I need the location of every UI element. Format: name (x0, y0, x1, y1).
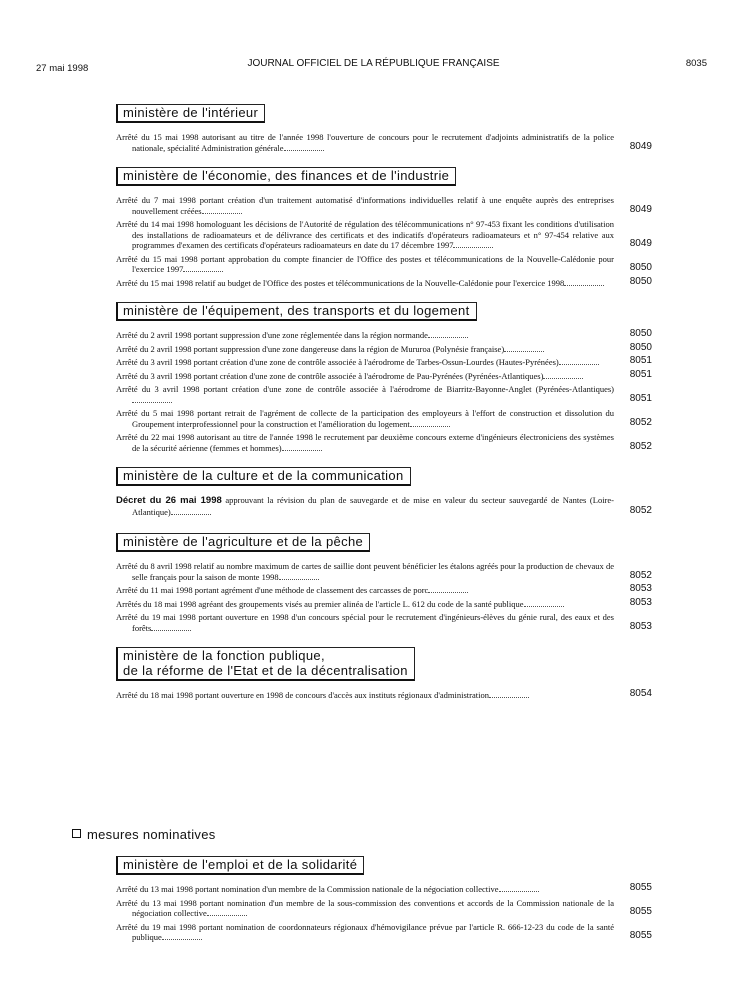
entry-body: Arrêté du 22 mai 1998 autorisant au titre de l'année 1998 le recrutement par deuxième concours externe d'ingénieurs électroniciens des systèmes de la sécurité aérienne (femmes et hommes) (116, 432, 614, 453)
header-journal-title: JOURNAL OFFICIEL DE LA RÉPUBLIQUE FRANÇAISE (247, 58, 500, 69)
entry-body: Arrêté du 19 mai 1998 portant nomination de coordonnateurs régionaux d'hémovigilance prévue par l'article R. 666-12-23 du code de la santé publique (116, 921, 614, 942)
entry-body: Arrêté du 2 avril 1998 portant suppression d'une zone dangereuse dans la région de Mururoa (Polynésie française) (116, 343, 505, 354)
entry-text (116, 278, 614, 289)
entry-body: Arrêté du 2 avril 1998 portant suppression d'une zone réglementée dans la région normande (116, 330, 428, 340)
entry-text (116, 898, 614, 919)
ministry-section (116, 856, 652, 943)
checkbox-square-icon (72, 829, 81, 838)
entry-page-number: 8053 (629, 620, 652, 632)
leader-dots (453, 247, 493, 248)
ministry-heading: ministère de l'économie, des finances et de l'industrie (116, 167, 456, 186)
leader-dots (504, 351, 544, 352)
summary-entry (116, 195, 652, 216)
entry-text (116, 922, 614, 943)
entry-body: Arrêté du 13 mai 1998 portant nomination d'un membre de la Commission nationale de la négociation collective (116, 884, 499, 894)
ministry-heading-line: ministère de la fonction publique, (123, 648, 325, 663)
leader-dots (202, 213, 242, 214)
summary-entry (116, 254, 652, 275)
leader-dots (564, 285, 604, 286)
entry-body: Arrêté du 15 mai 1998 autorisant au titre de l'année 1998 l'ouverture de concours pour le recrutement d'adjoints administratifs de la police nationale, spécialité Administration générale (116, 132, 614, 153)
leader-dots (543, 378, 583, 379)
entry-text (116, 357, 614, 368)
entry-body: Arrêté du 8 avril 1998 relatif au nombre maximum de cartes de saillie dont peuvent bénéficier les étalons agréés pour la production de chevaux de selle français pour la saison de monte 1998 (116, 561, 614, 582)
ministry-heading: ministère de l'intérieur (116, 104, 265, 123)
entry-page-number: 8051 (629, 368, 652, 380)
entry-page-number: 8053 (629, 583, 652, 594)
ministry-heading-line: de la réforme de l'Etat et de la décentralisation (123, 663, 408, 678)
entry-body: Arrêté du 15 mai 1998 portant approbation du compte financier de l'Office des postes et télécommunications de la Nouvelle-Calédonie pour l'exercice 1997 (116, 253, 614, 274)
leader-dots (207, 915, 247, 916)
leader-dots (559, 364, 599, 365)
entry-body: Arrêté du 13 mai 1998 portant nomination d'un membre de la sous-commission des conventions et accords de la Commission nationale de la négociation collective (116, 897, 614, 918)
entry-text (116, 254, 614, 275)
summary-entry (116, 368, 652, 382)
summary-entry (116, 275, 652, 289)
summary-entry (116, 357, 652, 368)
entry-body: Arrêté du 3 avril 1998 portant création d'une zone de contrôle associée à l'aérodrome de Pau-Pyrénées (Pyrénées-Atlantiques) (116, 370, 544, 381)
leader-dots (282, 450, 322, 451)
entry-page-number: 8051 (629, 355, 652, 366)
entry-page-number: 8049 (629, 238, 652, 249)
entry-text (116, 219, 614, 251)
entry-body: Arrêté du 14 mai 1998 homologuant les décisions de l'Autorité de régulation des télécommunications n° 97-453 fixant les conditions d'utilisation des installations de radioamateurs et de délivrance des certificats et des indicatifs d'opérateurs radioamateurs et n° 97-454 relative aux programmes d'examen des certificats d'opérateurs radioamateurs en date du 17 décembre 1997 (116, 219, 614, 250)
summary-entry (116, 384, 652, 405)
entry-body: Arrêté du 7 mai 1998 portant création d'un traitement automatisé d'informations individuelles relatif à une enquête auprès des entreprises nouvellement créées (116, 195, 614, 216)
entry-body: Arrêté du 11 mai 1998 portant agrément d'une méthode de classement des carcasses de porc (116, 585, 429, 595)
leader-dots (171, 514, 211, 515)
entry-text (116, 884, 614, 895)
entry-body: Arrêté du 18 mai 1998 portant ouverture en 1998 de concours d'accès aux instituts régionaux d'administration (116, 690, 489, 700)
entry-page-number: 8052 (629, 416, 652, 428)
entry-page-number: 8050 (629, 262, 652, 273)
entry-page-number: 8055 (629, 930, 652, 941)
entry-page-number: 8050 (629, 275, 652, 287)
entry-body: Arrêté du 5 mai 1998 portant retrait de l'agrément de collecte de la participation des employeurs à l'effort de construction et dissolution du Groupement interprofessionnel pour la construction et l'amélioration du logement (116, 408, 614, 429)
entry-body: Arrêté du 3 avril 1998 portant création d'une zone de contrôle associée à l'aérodrome de Biarritz-Bayonne-Anglet (Pyrénées-Atlantiques) (116, 384, 614, 394)
header-page-number: 8035 (685, 58, 707, 69)
leader-dots (183, 271, 223, 272)
entry-text (116, 561, 614, 582)
entry-text (116, 384, 614, 405)
entry-text (116, 344, 614, 355)
summary-entry (116, 132, 652, 153)
ministry-heading (116, 647, 415, 681)
leader-dots (410, 426, 450, 427)
entry-text (116, 408, 614, 429)
leader-dots (499, 891, 539, 892)
entry-page-number: 8050 (629, 341, 652, 353)
summary-entry (116, 219, 652, 251)
summary-entry (116, 884, 652, 895)
leader-dots (428, 592, 468, 593)
ministry-section (116, 647, 652, 701)
entry-text (116, 132, 614, 153)
entry-page-number: 8053 (629, 596, 652, 608)
ministry-heading: ministère de l'équipement, des transports et du logement (116, 302, 477, 321)
leader-dots (284, 150, 324, 151)
entry-body: Arrêté du 3 avril 1998 portant création d'une zone de contrôle associée à l'aérodrome de Tarbes-Ossun-Lourdes (Hautes-Pyrénées) (116, 357, 559, 367)
leader-dots (279, 579, 319, 580)
ministry-heading: ministère de l'agriculture et de la pêche (116, 533, 370, 552)
page-header (36, 58, 711, 74)
entry-text (116, 432, 614, 453)
entry-text (116, 612, 614, 633)
entry-text (116, 585, 614, 596)
entry-page-number: 8052 (629, 504, 652, 516)
summary-entry (116, 561, 652, 582)
ministry-heading: ministère de la culture et de la communication (116, 467, 411, 486)
entry-decree-title: Décret du 26 mai 1998 (116, 495, 222, 506)
leader-dots (132, 402, 172, 403)
ministry-section (116, 104, 652, 153)
leader-dots (428, 337, 468, 338)
leader-dots (524, 606, 564, 607)
summary-entry (116, 432, 652, 453)
entry-text (116, 495, 614, 517)
entry-page-number: 8052 (629, 440, 652, 452)
entry-page-number: 8055 (629, 882, 652, 893)
entry-body: Arrêté du 19 mai 1998 portant ouverture en 1998 d'un concours spécial pour le recrutement d'ingénieurs-élèves du génie rural, des eaux et des forêts (116, 612, 614, 633)
leader-dots (489, 697, 529, 698)
entry-body: Arrêté du 15 mai 1998 relatif au budget de l'Office des postes et télécommunications de la Nouvelle-Calédonie pour l'exercice 1998 (116, 277, 565, 288)
summary-sections (116, 104, 652, 715)
summary-entry (116, 898, 652, 919)
summary-entry (116, 612, 652, 633)
summary-entry (116, 495, 652, 517)
entry-body: Arrêtés du 18 mai 1998 agréant des groupements visés au premier alinéa de l'article L. 612 du code de la santé publique (116, 598, 524, 609)
entry-page-number: 8049 (629, 203, 652, 215)
entry-text (116, 330, 614, 341)
summary-entry (116, 408, 652, 429)
leader-dots (162, 939, 202, 940)
leader-dots (151, 630, 191, 631)
header-date: 27 mai 1998 (36, 63, 89, 74)
entry-page-number: 8051 (629, 392, 652, 404)
summary-entry (116, 690, 652, 701)
ministry-section (116, 467, 652, 517)
entry-page-number: 8055 (629, 906, 652, 917)
summary-entry (116, 596, 652, 610)
entry-text (116, 195, 614, 216)
entry-page-number: 8052 (629, 569, 652, 581)
summary-entry (116, 330, 652, 341)
entry-body: approuvant la révision du plan de sauvegarde et de mise en valeur du secteur sauvegardé de Nantes (Loire-Atlantique) (132, 495, 614, 517)
entry-page-number: 8049 (629, 140, 652, 152)
entry-text (116, 690, 614, 701)
ministry-section (116, 302, 652, 453)
entry-text (116, 371, 614, 382)
ministry-heading: ministère de l'emploi et de la solidarité (116, 856, 364, 875)
summary-entry (116, 585, 652, 596)
nominative-sections (116, 856, 652, 957)
entry-page-number: 8054 (629, 688, 652, 699)
mesures-nominatives-heading (72, 827, 216, 842)
summary-entry (116, 922, 652, 943)
ministry-section (116, 167, 652, 288)
entry-text (116, 599, 614, 610)
mesures-label: mesures nominatives (87, 827, 216, 842)
ministry-section (116, 533, 652, 633)
entry-page-number: 8050 (629, 328, 652, 339)
summary-entry (116, 341, 652, 355)
